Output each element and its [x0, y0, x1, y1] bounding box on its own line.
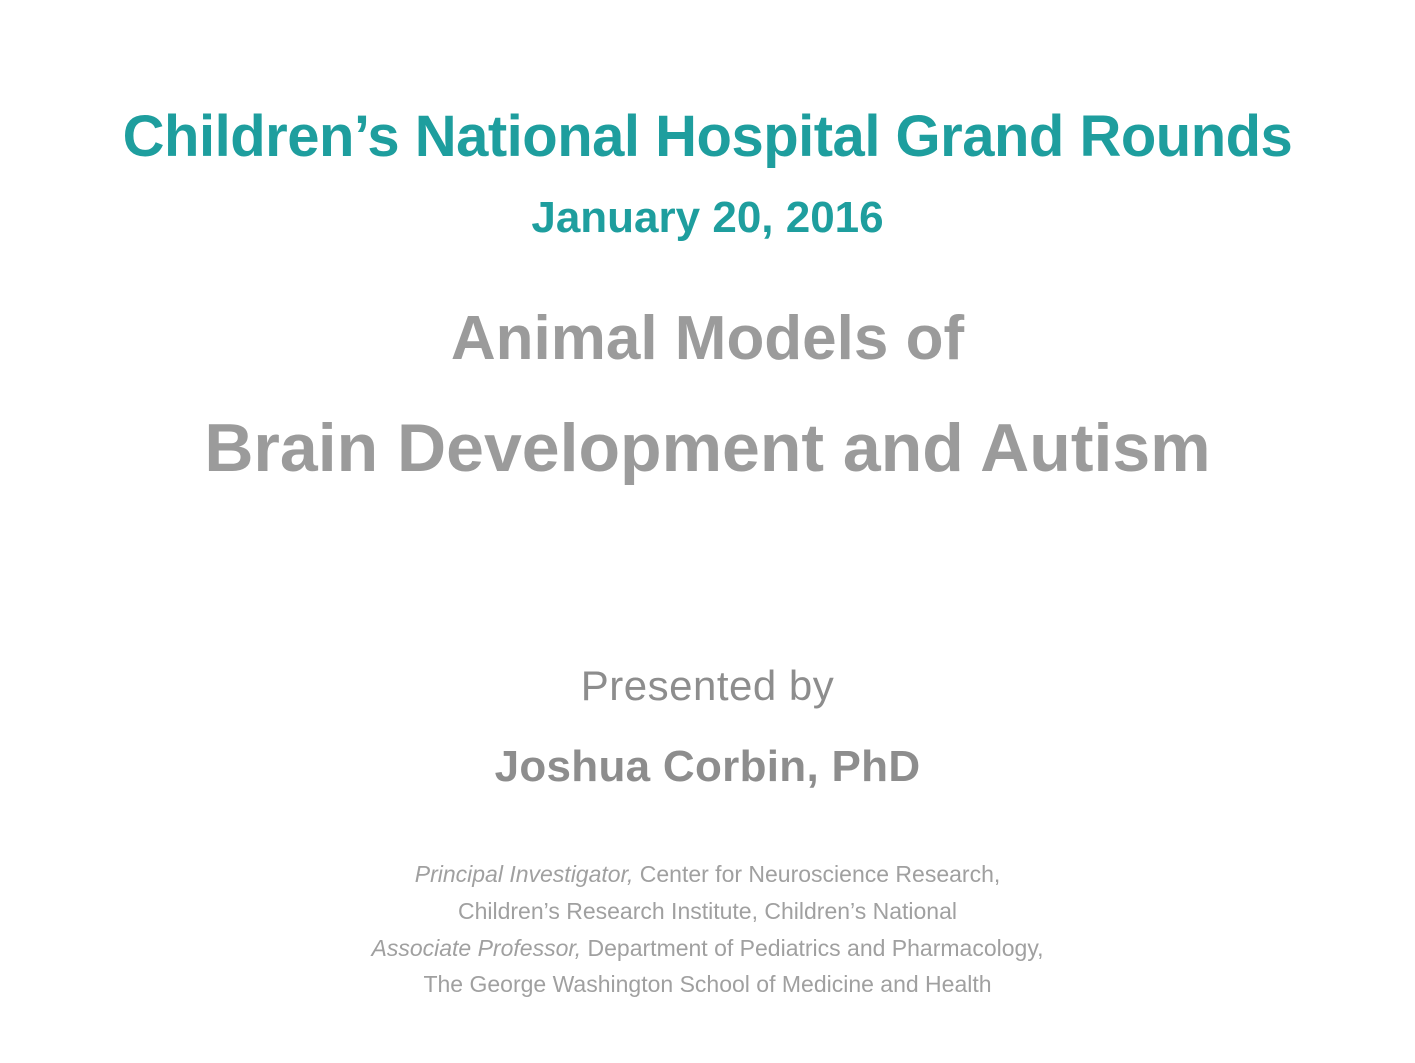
affiliation-detail: The George Washington School of Medicine and Health	[423, 971, 992, 998]
event-date: January 20, 2016	[531, 193, 884, 242]
event-title: Children’s National Hospital Grand Rounds	[122, 104, 1293, 169]
presenter-name: Joshua Corbin, PhD	[494, 742, 921, 791]
talk-title-line-2: Brain Development and Autism	[204, 410, 1211, 487]
talk-title-line-1: Animal Models of	[450, 304, 965, 373]
talk-title	[0, 304, 1415, 487]
affiliation-detail: Center for Neuroscience Research,	[633, 861, 1001, 887]
affiliation-role: Associate Professor,	[371, 934, 582, 961]
presented-by-label: Presented by	[580, 662, 835, 709]
presenter-block	[0, 662, 1415, 792]
affiliation-line	[0, 856, 1415, 893]
affiliations-block	[0, 856, 1415, 1003]
affiliation-detail: Children’s Research Institute, Children’s National	[457, 897, 957, 924]
affiliation-line	[0, 966, 1415, 1003]
affiliation-line	[0, 930, 1415, 967]
slide-header	[0, 104, 1415, 242]
affiliation-line	[0, 893, 1415, 930]
affiliation-detail: Department of Pediatrics and Pharmacology,	[581, 934, 1044, 961]
affiliation-role: Principal Investigator,	[414, 861, 634, 887]
